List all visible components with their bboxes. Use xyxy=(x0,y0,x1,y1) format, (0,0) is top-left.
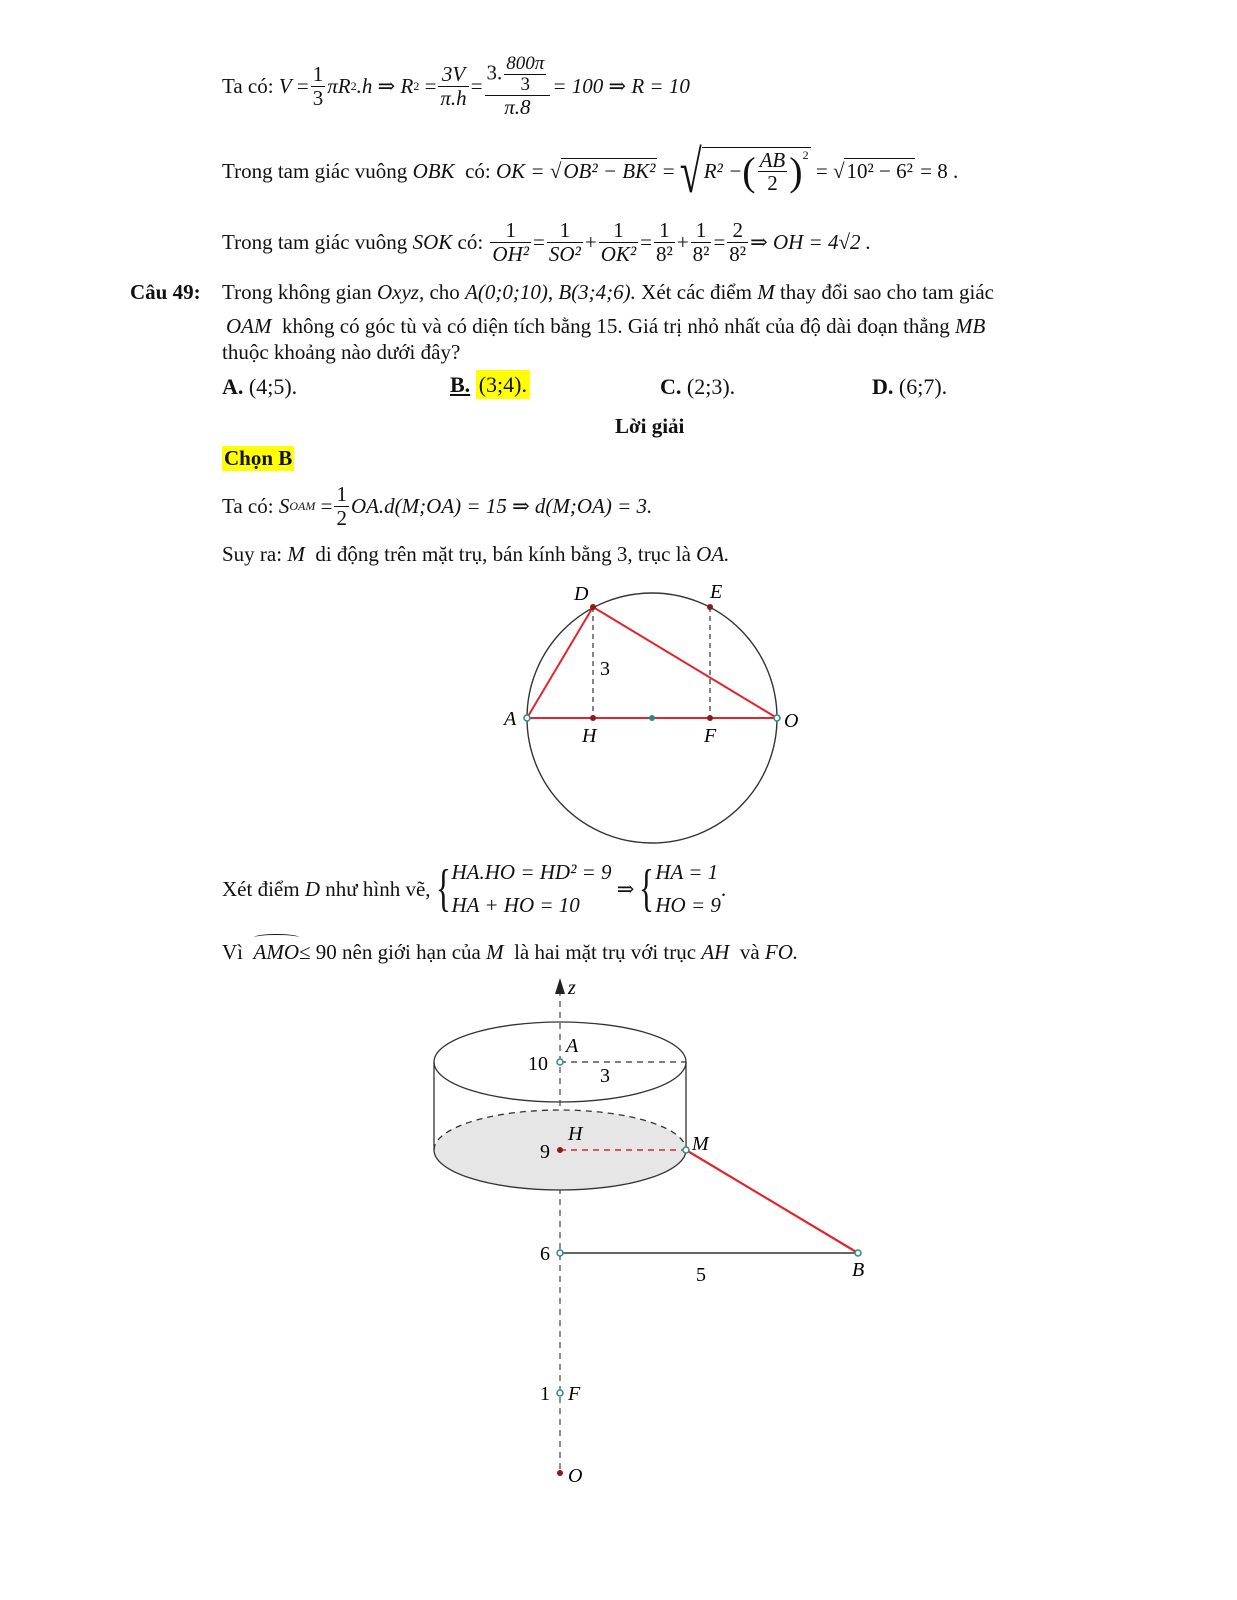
label-f: F xyxy=(568,1383,581,1405)
segment-ad xyxy=(527,607,593,718)
point-h xyxy=(557,1147,563,1153)
solution-heading: Lời giải xyxy=(615,414,685,438)
formula-sok: Trong tam giác vuông SOK có: $\frac{1}{\text{OH²}}$ = $\frac{1}{\text{SO²}}$ + $\frac{1}{\text{OK²}}$ = $\frac{1}{\text{8²}}$ + $\frac{1}{\text{8²}}$ = $\frac{2}{\text{8²}}$ ⇒ OH = 4√2 . xyxy=(222,218,871,266)
point-6 xyxy=(557,1250,563,1256)
point-o xyxy=(557,1470,563,1476)
option-d[interactable]: D. (6;7). xyxy=(872,374,948,399)
label-radius-3: 3 xyxy=(600,1065,610,1087)
point-a xyxy=(524,715,530,721)
point-center xyxy=(649,715,655,721)
label-e: E xyxy=(710,581,723,603)
option-b[interactable]: B. (3;4). xyxy=(450,372,530,398)
label-o: O xyxy=(784,710,799,732)
segment-mb xyxy=(686,1150,858,1253)
tick-1: 1 xyxy=(540,1383,550,1405)
point-b xyxy=(855,1250,861,1256)
solution-area-formula: Ta có: S OAM = $\frac{1}{2}$ OA.d(M;OA) = 15 ⇒ d(M;OA) = 3. xyxy=(222,482,653,530)
point-d xyxy=(590,604,596,610)
point-a xyxy=(557,1059,563,1065)
solution-system: Xét điểm D như hình vẽ, { HA.HO = HD² = 9 HA + HO = 10 ⇒ { HA = 1 HO = 9 . xyxy=(222,860,727,917)
point-f xyxy=(707,715,713,721)
question-line-2: OAM không có góc tù và có diện tích bằng 15. Giá trị nhỏ nhất của độ dài đoạn thẳng MB xyxy=(226,314,986,338)
question-line-1: Trong không gian Oxyz, cho A(0;0;10), B(3;4;6). Xét các điểm M thay đổi sao cho tam giác xyxy=(222,280,994,304)
solution-angle-text: Vì AMO≤ 90 nên giới hạn của M là hai mặt trụ với trục AH và FO. xyxy=(222,940,798,965)
chosen-answer: Chọn B xyxy=(224,446,293,470)
question-line-3: thuộc khoảng nào dưới đây? xyxy=(222,340,461,364)
formula-volume: Ta có: V = $\frac{1}{3}$ πR 2 .h ⇒ R 2 = $\frac{3V}{\pi.h}$ = 3. $\frac{800\pi}{3}$ π.8 = 100 ⇒ R = 10 xyxy=(222,53,690,119)
fraction-3v-pih: $\frac{3V}{\pi.h}$ xyxy=(440,62,467,110)
tick-10: 10 xyxy=(528,1053,548,1075)
label-three: 3 xyxy=(600,658,610,680)
label-distance-5: 5 xyxy=(696,1264,706,1286)
tick-9: 9 xyxy=(540,1141,550,1163)
formula-obk: Trong tam giác vuông OBK có: OK = √ OB² − BK² = √ R² − ( $\frac{AB}{2}$ ) $^2$ = √ 10² − 6² = 8 . xyxy=(222,137,959,205)
point-f xyxy=(557,1390,563,1396)
tick-6: 6 xyxy=(540,1243,550,1265)
label-z: z xyxy=(568,977,576,999)
label-m: M xyxy=(692,1133,709,1155)
solution-cylinder-text: Suy ra: M di động trên mặt trụ, bán kính bằng 3, trục là OA. xyxy=(222,542,730,566)
label-a: A xyxy=(504,708,517,730)
cylinder-figure xyxy=(420,970,900,1500)
point-o xyxy=(774,715,780,721)
label-f: F xyxy=(704,725,717,747)
point-h xyxy=(590,715,596,721)
label-h: H xyxy=(582,725,597,747)
label-h: H xyxy=(568,1123,583,1145)
fraction-one-third: $\frac{1}{3}$ xyxy=(312,62,324,110)
fraction-compound: 3. $\frac{800\pi}{3}$ π.8 xyxy=(485,54,551,118)
lead-text: Ta có: xyxy=(222,73,274,98)
label-b: B xyxy=(852,1259,865,1281)
question-label: Câu 49: xyxy=(130,280,201,304)
segment-do xyxy=(593,607,777,718)
label-a: A xyxy=(566,1035,579,1057)
z-axis-arrow xyxy=(555,978,565,994)
option-a[interactable]: A. (4;5). xyxy=(222,374,298,399)
circle-figure xyxy=(490,578,810,848)
label-d: D xyxy=(574,583,589,605)
point-m xyxy=(683,1147,689,1153)
label-o: O xyxy=(568,1465,583,1487)
option-c[interactable]: C. (2;3). xyxy=(660,374,736,399)
point-e xyxy=(707,604,713,610)
